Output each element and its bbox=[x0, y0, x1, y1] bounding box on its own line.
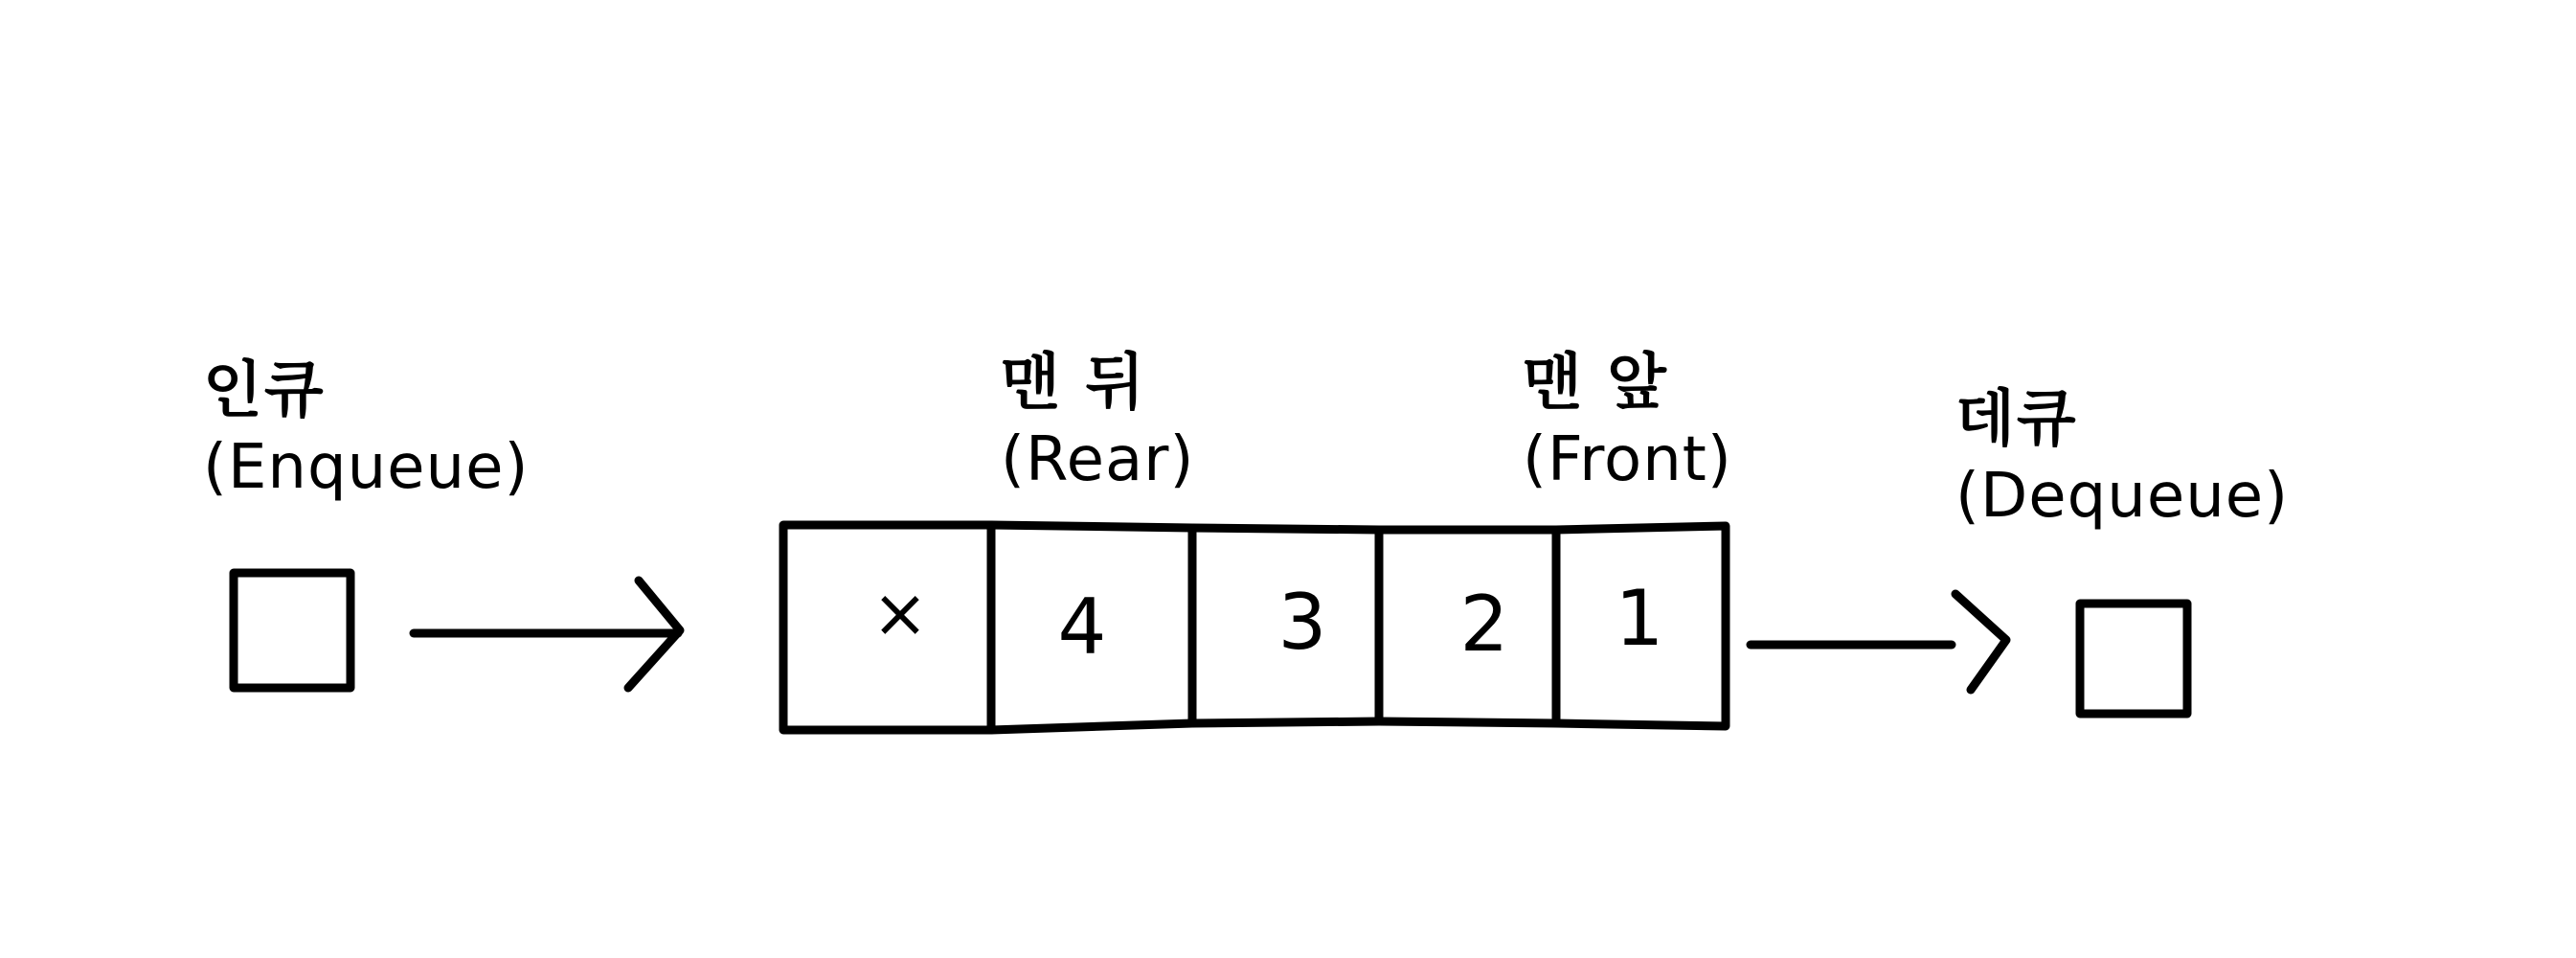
dequeue-label-korean: 데큐 bbox=[1955, 384, 2078, 455]
queue-cell-value-rear: 4 bbox=[1057, 582, 1107, 672]
dequeue-arrowhead bbox=[1955, 594, 2006, 690]
queue-cell-value: 3 bbox=[1277, 578, 1327, 667]
front-label bbox=[1523, 345, 1732, 498]
enqueue-label bbox=[203, 353, 529, 506]
queue-cell-value-front: 1 bbox=[1615, 574, 1664, 663]
dequeue-label-english: (Dequeue) bbox=[1955, 461, 2290, 532]
queue-cell-empty-marker: × bbox=[871, 574, 929, 652]
front-label-english: (Front) bbox=[1523, 424, 1732, 495]
enqueue-label-english: (Enqueue) bbox=[203, 432, 530, 503]
rear-label-korean: 맨 뒤 bbox=[1001, 348, 1146, 419]
enqueue-item-box bbox=[234, 573, 350, 688]
rear-label-english: (Rear) bbox=[1001, 424, 1195, 495]
queue-cell-value: 2 bbox=[1459, 580, 1509, 669]
front-label-korean: 맨 앞 bbox=[1523, 348, 1668, 419]
enqueue-label-korean: 인큐 bbox=[203, 355, 326, 426]
dequeue-label bbox=[1955, 381, 2289, 535]
rear-label bbox=[1001, 345, 1194, 498]
dequeue-item-box bbox=[2080, 604, 2187, 714]
